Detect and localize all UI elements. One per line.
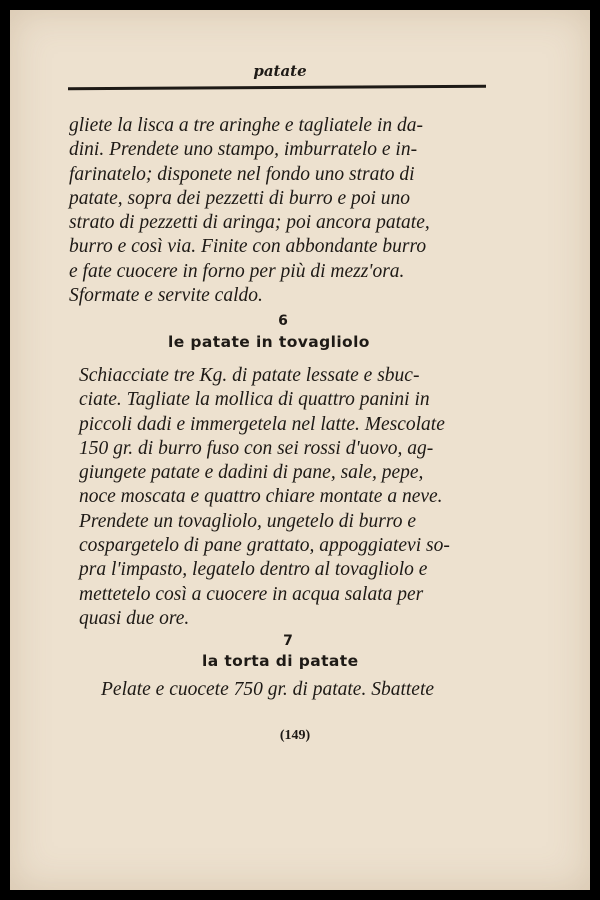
- text-line: gliete la lisca a tre aringhe e tagliatele in da-: [69, 115, 423, 136]
- text-line: dini. Prendete uno stampo, imburratelo e in-: [69, 139, 418, 161]
- text-line: giungete patate e dadini di pane, sale, pepe,: [79, 462, 424, 484]
- text-line: e fate cuocere in forno per più di mezz'ora.: [69, 260, 405, 282]
- text-line: piccoli dadi e immergetela nel latte. Mescolate: [79, 413, 445, 435]
- text-line: Prendete un tovagliolo, ungetelo di burro e: [79, 510, 417, 532]
- text-line: mettetelo così a cuocere in acqua salata per: [79, 583, 424, 605]
- text-line: pra l'impasto, legatelo dentro al tovagliolo e: [79, 559, 428, 581]
- book-page: [10, 10, 590, 890]
- text-line: quasi due ore.: [79, 607, 190, 629]
- text-line: patate, sopra dei pezzetti di burro e poi uno: [69, 187, 411, 209]
- text-line: Pelate e cuocete 750 gr. di patate. Sbattete: [101, 679, 435, 700]
- text-line: Schiacciate tre Kg. di patate lessate e sbuc-: [79, 365, 420, 386]
- page-number: (149): [279, 728, 311, 743]
- recipe-number: 7: [283, 633, 293, 649]
- header-rule: [68, 85, 486, 91]
- text-line: Sformate e servite caldo.: [69, 285, 263, 307]
- text-line: farinatelo; disponete nel fondo uno strato di: [69, 163, 415, 185]
- continuation-paragraph: [69, 115, 430, 309]
- text-line: 150 gr. di burro fuso con sei rossi d'uovo, ag-: [79, 437, 434, 459]
- recipe-title: le patate in tovagliolo: [168, 333, 370, 351]
- text-line: noce moscata e quattro chiare montate a neve.: [79, 486, 443, 508]
- running-head: patate: [253, 62, 307, 80]
- text-line: burro e così via. Finite con abbondante burro: [69, 236, 427, 258]
- text-line: strato di pezzetti di aringa; poi ancora patate,: [69, 212, 430, 234]
- recipe-number: 6: [278, 313, 288, 329]
- text-line: ciate. Tagliate la mollica di quattro panini in: [79, 389, 430, 411]
- recipe-paragraph: [101, 679, 434, 703]
- recipe-paragraph: [79, 365, 450, 632]
- recipe-title: la torta di patate: [202, 652, 359, 670]
- text-line: cospargetelo di pane grattato, appoggiatevi so-: [79, 535, 450, 557]
